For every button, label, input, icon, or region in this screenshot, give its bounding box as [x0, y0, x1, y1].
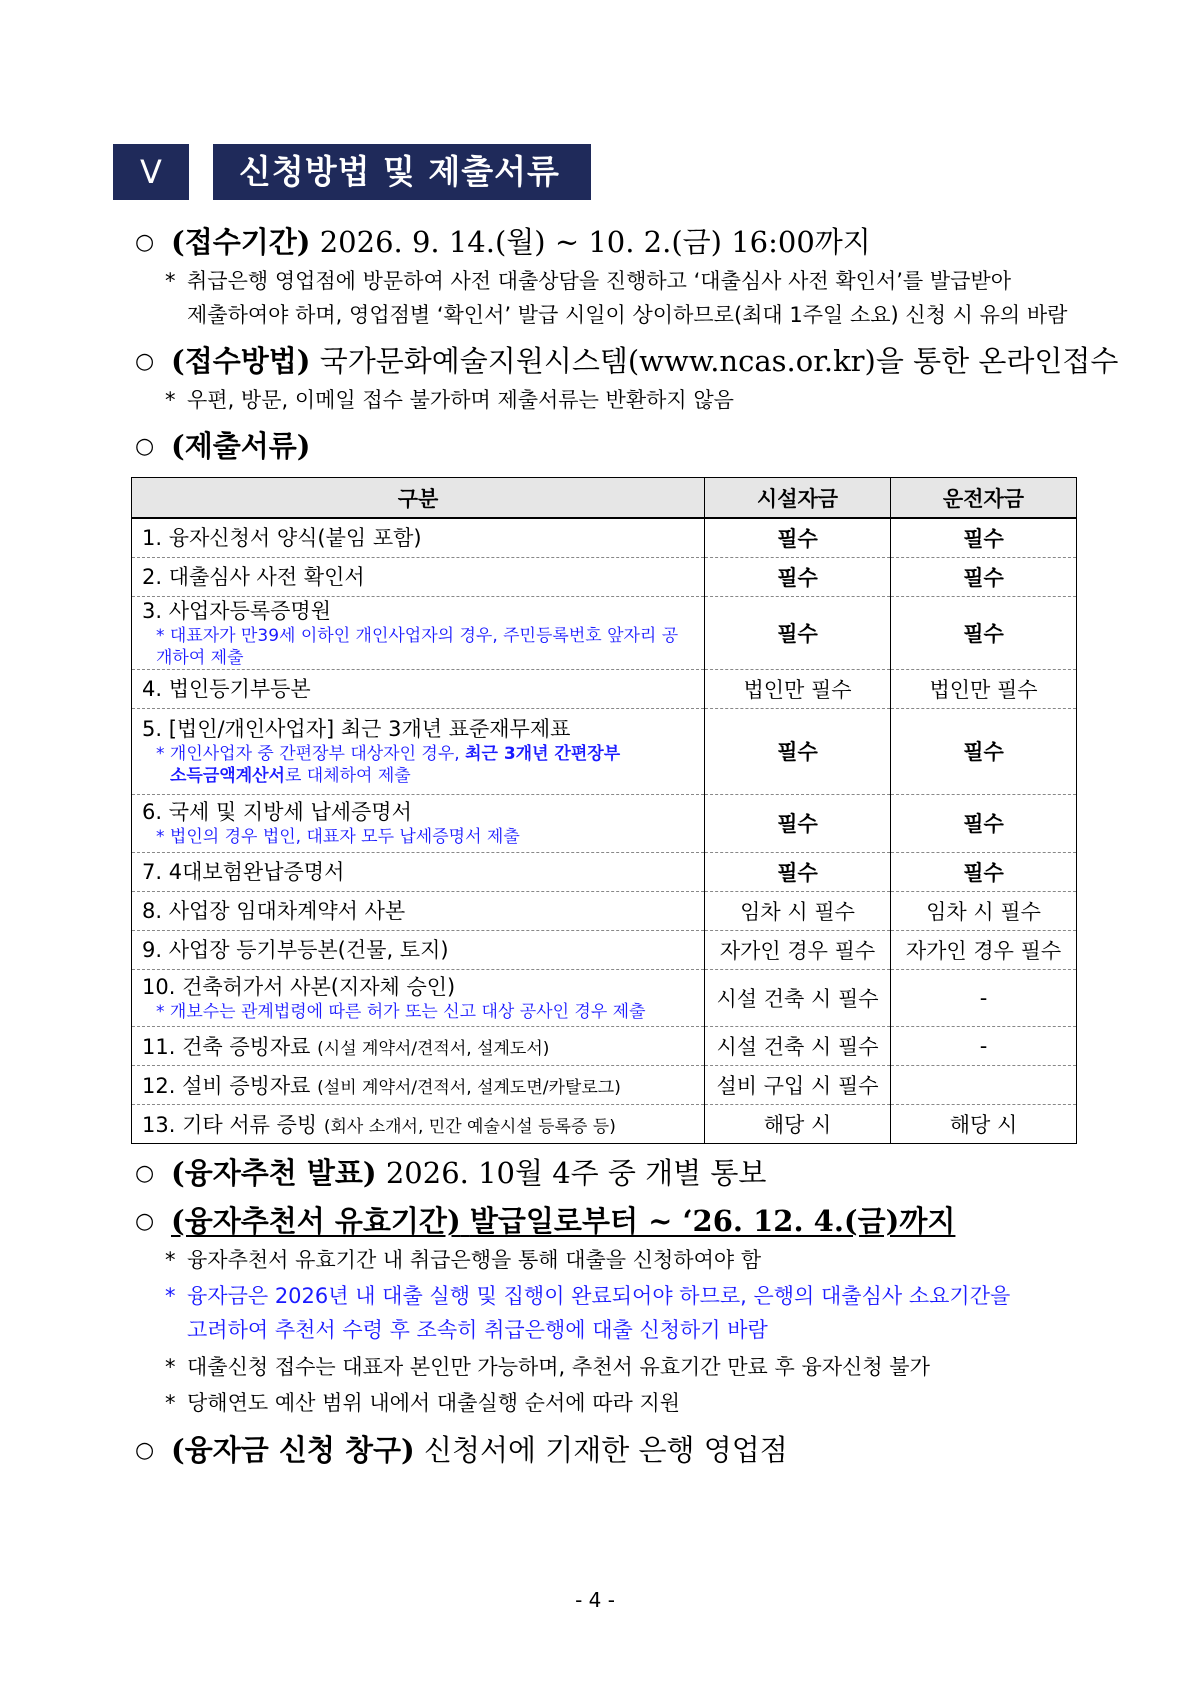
row-item — [132, 596, 705, 669]
item-note — [142, 743, 694, 787]
item-note: * 법인의 경우 법인, 대표자 모두 납세증명서 제출 — [156, 827, 520, 847]
row-item — [132, 969, 705, 1026]
table-row — [132, 1026, 1077, 1065]
validity-bullet — [135, 1199, 955, 1240]
item-label: 1. 융자신청서 양식(붙임 포함) — [142, 525, 422, 550]
loan-window-bullet — [135, 1428, 788, 1469]
row-item — [132, 1065, 705, 1104]
loan-window-key: (융자금 신청 창구) — [171, 1433, 415, 1467]
table-row — [132, 557, 1077, 596]
item-label: 2. 대출심사 사전 확인서 — [142, 564, 365, 589]
row-item — [132, 852, 705, 891]
item-label: 11. 건축 증빙자료 — [142, 1034, 318, 1059]
table-row — [132, 930, 1077, 969]
validity-key: (융자추천서 유효기간) — [171, 1204, 461, 1238]
item-label: 10. 건축허가서 사본(지자체 승인) — [142, 974, 456, 999]
operating-cell: 해당 시 — [891, 1104, 1077, 1143]
circle-bullet-icon: ○ — [135, 230, 155, 255]
asterisk: * — [165, 269, 176, 293]
asterisk: * — [165, 1355, 176, 1379]
validity-value: 발급일로부터 ~ ‘26. 12. 4.(금)까지 — [469, 1204, 956, 1238]
validity-note-3 — [165, 1350, 930, 1384]
table-row — [132, 969, 1077, 1026]
col-header-operating: 운전자금 — [891, 478, 1077, 519]
row-item — [132, 669, 705, 708]
documents-key: (제출서류) — [171, 429, 311, 463]
operating-cell: 필수 — [891, 852, 1077, 891]
table-row — [132, 708, 1077, 794]
operating-cell — [891, 1065, 1077, 1104]
item-label: 9. 사업장 등기부등본(건물, 토지) — [142, 937, 449, 962]
row-item — [132, 930, 705, 969]
operating-cell: - — [891, 1026, 1077, 1065]
reception-method-value: 국가문화예술지원시스템(www.ncas.or.kr)을 통한 온라인접수 — [319, 344, 1119, 378]
item-label: 7. 4대보험완납증명서 — [142, 859, 345, 884]
facility-cell: 해당 시 — [705, 1104, 891, 1143]
validity-note-1 — [165, 1243, 761, 1277]
operating-cell: 필수 — [891, 518, 1077, 557]
facility-cell: 시설 건축 시 필수 — [705, 969, 891, 1026]
section-title: 신청방법 및 제출서류 — [213, 144, 591, 200]
asterisk: * — [165, 1248, 176, 1272]
item-label: 4. 법인등기부등본 — [142, 676, 311, 701]
table-row — [132, 852, 1077, 891]
item-detail: (설비 계약서/견적서, 설계도면/카탈로그) — [317, 1077, 621, 1098]
note-line: 당해연도 예산 범위 내에서 대출실행 순서에 따라 지원 — [187, 1391, 681, 1415]
validity-note-2 — [165, 1279, 1010, 1347]
table-row — [132, 669, 1077, 708]
circle-bullet-icon: ○ — [135, 1209, 155, 1234]
operating-cell: 필수 — [891, 596, 1077, 669]
reception-method-key: (접수방법) — [171, 344, 311, 378]
documents-bullet — [135, 424, 311, 465]
row-item — [132, 708, 705, 794]
operating-cell: - — [891, 969, 1077, 1026]
table-row — [132, 794, 1077, 852]
circle-bullet-icon: ○ — [135, 434, 155, 459]
facility-cell: 필수 — [705, 794, 891, 852]
reception-method-bullet — [135, 339, 1118, 380]
reception-period-bullet — [135, 220, 871, 261]
item-label: 8. 사업장 임대차계약서 사본 — [142, 898, 406, 923]
item-label: 3. 사업자등록증명원 — [142, 598, 331, 623]
operating-cell: 자가인 경우 필수 — [891, 930, 1077, 969]
facility-cell: 임차 시 필수 — [705, 891, 891, 930]
note-emphasis: 최근 3개년 간편장부 — [465, 744, 621, 764]
table-row — [132, 1104, 1077, 1143]
note-line: 융자금은 2026년 내 대출 실행 및 집행이 완료되어야 하므로, 은행의 대출심사 소요기간을 — [187, 1284, 1011, 1308]
row-item — [132, 518, 705, 557]
asterisk: * — [165, 1391, 176, 1415]
announcement-key: (융자추천 발표) — [171, 1156, 377, 1190]
circle-bullet-icon: ○ — [135, 1161, 155, 1186]
col-header-category: 구분 — [132, 478, 705, 519]
operating-cell: 법인만 필수 — [891, 669, 1077, 708]
row-item — [132, 1026, 705, 1065]
announcement-value: 2026. 10월 4주 중 개별 통보 — [385, 1156, 767, 1190]
note-line: 우편, 방문, 이메일 접수 불가하며 제출서류는 반환하지 않음 — [187, 388, 734, 412]
facility-cell: 필수 — [705, 596, 891, 669]
reception-period-value: 2026. 9. 14.(월) ~ 10. 2.(금) 16:00까지 — [319, 225, 871, 259]
note-line: 제출하여야 하며, 영업점별 ‘확인서’ 발급 시일이 상이하므로(최대 1주일 소요) 신청 시 유의 바람 — [187, 303, 1068, 327]
facility-cell: 법인만 필수 — [705, 669, 891, 708]
row-item — [132, 557, 705, 596]
table-row — [132, 596, 1077, 669]
table-row — [132, 518, 1077, 557]
documents-table — [131, 477, 1077, 1144]
row-item — [132, 794, 705, 852]
operating-cell: 필수 — [891, 557, 1077, 596]
circle-bullet-icon: ○ — [135, 1438, 155, 1463]
loan-window-value: 신청서에 기재한 은행 영업점 — [423, 1433, 788, 1467]
item-label: 13. 기타 서류 증빙 — [142, 1112, 324, 1137]
facility-cell: 자가인 경우 필수 — [705, 930, 891, 969]
facility-cell: 필수 — [705, 852, 891, 891]
facility-cell: 필수 — [705, 518, 891, 557]
circle-bullet-icon: ○ — [135, 349, 155, 374]
table-row — [132, 891, 1077, 930]
item-label: 6. 국세 및 지방세 납세증명서 — [142, 800, 412, 824]
item-note: * 개보수는 관계법령에 따른 허가 또는 신고 대상 공사인 경우 제출 — [156, 1001, 646, 1022]
reception-period-key: (접수기간) — [171, 225, 311, 259]
facility-cell: 필수 — [705, 708, 891, 794]
note-line: 취급은행 영업점에 방문하여 사전 대출상담을 진행하고 ‘대출심사 사전 확인서’를 발급받아 — [187, 269, 1012, 293]
asterisk: * — [165, 1284, 176, 1308]
facility-cell: 설비 구입 시 필수 — [705, 1065, 891, 1104]
operating-cell: 필수 — [891, 794, 1077, 852]
note-line: 융자추천서 유효기간 내 취급은행을 통해 대출을 신청하여야 함 — [187, 1248, 762, 1272]
item-note: * 대표자가 만39세 이하인 개인사업자의 경우, 주민등록번호 앞자리 공개하여 제출 — [156, 625, 679, 668]
row-item — [132, 1104, 705, 1143]
item-label: 12. 설비 증빙자료 — [142, 1073, 318, 1098]
section-number: Ⅴ — [113, 144, 189, 200]
note-part: 로 대체하여 제출 — [284, 766, 411, 786]
note-part: * 개인사업자 중 간편장부 대상자인 경우, — [156, 744, 466, 764]
note-line: 고려하여 추천서 수령 후 조속히 취급은행에 대출 신청하기 바람 — [187, 1318, 768, 1342]
reception-period-note — [165, 264, 1067, 332]
table-row — [132, 1065, 1077, 1104]
section-header — [113, 144, 593, 200]
table-header-row — [132, 478, 1077, 519]
note-emphasis: 소득금액계산서 — [170, 766, 285, 786]
operating-cell: 필수 — [891, 708, 1077, 794]
announcement-bullet — [135, 1151, 766, 1192]
facility-cell: 시설 건축 시 필수 — [705, 1026, 891, 1065]
facility-cell: 필수 — [705, 557, 891, 596]
asterisk: * — [165, 388, 176, 412]
validity-note-4 — [165, 1386, 680, 1420]
page-number: - 4 - — [575, 1588, 615, 1612]
row-item — [132, 891, 705, 930]
operating-cell: 임차 시 필수 — [891, 891, 1077, 930]
item-detail: (시설 계약서/견적서, 설계도서) — [317, 1038, 550, 1059]
reception-method-note — [165, 383, 734, 417]
item-label: 5. [법인/개인사업자] 최근 3개년 표준재무제표 — [142, 717, 571, 741]
col-header-facility: 시설자금 — [705, 478, 891, 519]
item-detail: (회사 소개서, 민간 예술시설 등록증 등) — [323, 1116, 616, 1137]
note-line: 대출신청 접수는 대표자 본인만 가능하며, 추천서 유효기간 만료 후 융자신청 불가 — [187, 1355, 930, 1379]
